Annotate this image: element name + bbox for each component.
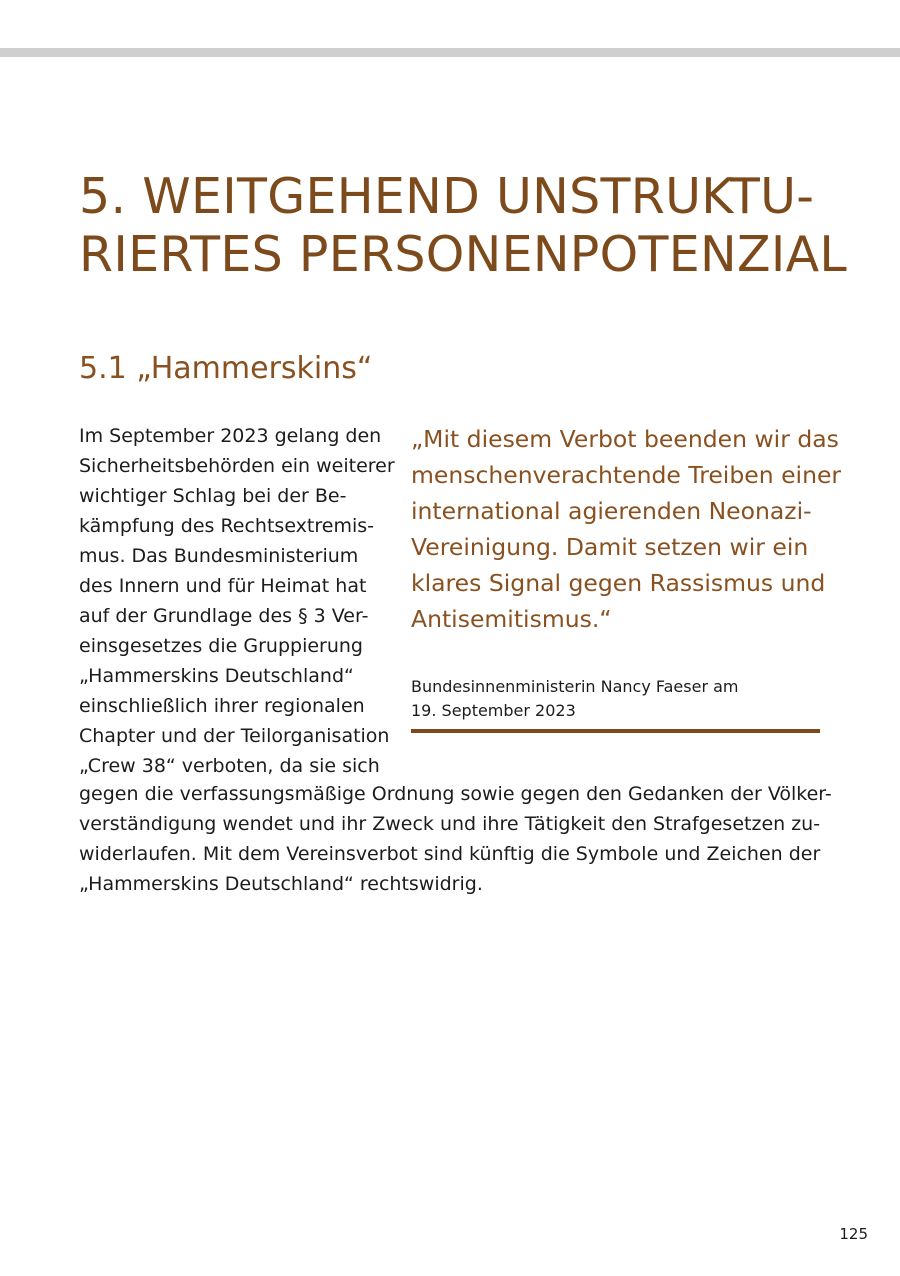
quote-line: international agierenden Neonazi- — [411, 497, 812, 525]
body-text-column — [79, 421, 409, 781]
quote-underline-rule — [411, 729, 820, 733]
body-line: verständigung wendet und ihr Zweck und ihre Tätigkeit den Strafgesetzen zu- — [79, 813, 821, 835]
attribution-line: Bundesinnenministerin Nancy Faeser am — [411, 677, 739, 696]
body-line: einsgesetzes die Gruppierung — [79, 635, 363, 657]
page-number: 125 — [839, 1225, 868, 1243]
body-line: des Innern und für Heimat hat — [79, 575, 367, 597]
body-line: „Hammerskins Deutschland“ — [79, 665, 354, 687]
body-line: mus. Das Bundesministerium — [79, 545, 359, 567]
quote-line: „Mit diesem Verbot beenden wir das — [411, 425, 839, 453]
body-line: auf der Grundlage des § 3 Ver- — [79, 605, 369, 627]
body-line: einschließlich ihrer regionalen — [79, 695, 365, 717]
quote-line: Antisemitismus.“ — [411, 605, 612, 633]
attribution-line: 19. September 2023 — [411, 701, 576, 720]
chapter-title — [79, 168, 859, 284]
body-line: „Crew 38“ verboten, da sie sich — [79, 755, 380, 777]
body-line: kämpfung des Rechtsextremis- — [79, 515, 374, 537]
body-line: Chapter und der Teilorganisation — [79, 725, 390, 747]
chapter-title-line: RIERTES PERSONENPOTENZIAL — [79, 226, 848, 283]
body-text-full-width — [79, 779, 839, 899]
quote-attribution — [411, 675, 831, 723]
body-line: Sicherheitsbehörden ein weiterer — [79, 455, 395, 477]
top-rule — [0, 48, 900, 57]
section-title: 5.1 „Hammerskins“ — [79, 351, 373, 386]
quote-line: klares Signal gegen Rassismus und — [411, 569, 826, 597]
chapter-title-line: 5. WEITGEHEND UNSTRUKTU- — [79, 168, 815, 225]
body-line: widerlaufen. Mit dem Vereinsverbot sind künftig die Symbole und Zeichen der — [79, 843, 821, 865]
body-line: gegen die verfassungsmäßige Ordnung sowie gegen den Gedanken der Völker- — [79, 783, 832, 805]
quote-line: menschenverachtende Treiben einer — [411, 461, 842, 489]
body-line: wichtiger Schlag bei der Be- — [79, 485, 347, 507]
pull-quote — [411, 421, 842, 637]
body-line: „Hammerskins Deutschland“ rechtswidrig. — [79, 873, 483, 895]
body-line: Im September 2023 gelang den — [79, 425, 382, 447]
quote-line: Vereinigung. Damit setzen wir ein — [411, 533, 809, 561]
